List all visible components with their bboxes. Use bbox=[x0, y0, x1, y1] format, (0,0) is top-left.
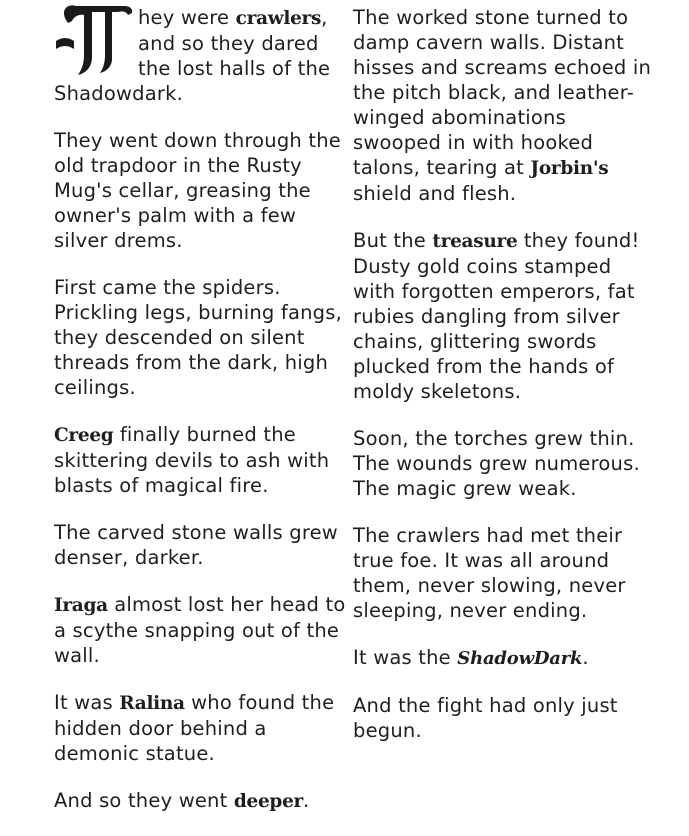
right-column bbox=[353, 0, 653, 765]
word-deeper: deeper bbox=[233, 791, 303, 812]
paragraph-13: It was the ShadowDark. bbox=[353, 646, 589, 669]
name-iraga: Iraga bbox=[54, 595, 108, 616]
paragraph-8: And so they went deeper. bbox=[54, 789, 310, 812]
name-ralina: Ralina bbox=[119, 693, 185, 714]
drop-cap-t bbox=[54, 1, 134, 76]
word-treasure: treasure bbox=[432, 231, 518, 252]
name-jorbin: Jorbin's bbox=[530, 158, 609, 179]
paragraph-12: The crawlers had met their true foe. It was all around them, never slowing, never sleeping, never ending. bbox=[353, 524, 626, 622]
paragraph-5: The carved stone walls grew denser, darker. bbox=[54, 521, 338, 569]
paragraph-14: And the fight had only just begun. bbox=[353, 694, 618, 742]
paragraph-4: Creeg finally burned the skittering devils to ash with blasts of magical fire. bbox=[54, 423, 330, 497]
paragraph-2: They went down through the old trapdoor in the Rusty Mug's cellar, greasing the owner's palm with a few silver drems. bbox=[54, 129, 341, 252]
shadowdark-logo: ShadowDark bbox=[457, 648, 583, 669]
paragraph-7: It was Ralina who found the hidden door behind a demonic statue. bbox=[54, 691, 335, 765]
word-crawlers: crawlers bbox=[235, 8, 322, 29]
paragraph-6: Iraga almost lost her head to a scythe snapping out of the wall. bbox=[54, 593, 346, 667]
name-creeg: Creeg bbox=[54, 425, 114, 446]
paragraph-11: Soon, the torches grew thin. The wounds grew numerous. The magic grew weak. bbox=[353, 427, 640, 500]
paragraph-9: The worked stone turned to damp cavern walls. Distant hisses and screams echoed in the pitch black, and leather-winged abominations swooped in with hooked talons, tearing at Jorbin's shield and flesh. bbox=[353, 6, 652, 205]
paragraph-1: hey were crawlers, and so they dared the lost halls of the Shadowdark. bbox=[54, 5, 346, 106]
paragraph-10: But the treasure they found! Dusty gold coins stamped with forgotten emperors, fat rubies dangling from silver chains, glittering swords plucked from the hands of moldy skeletons. bbox=[353, 229, 640, 403]
left-column bbox=[54, 0, 346, 836]
paragraph-3: First came the spiders. Prickling legs, burning fangs, they descended on silent threads from the dark, high ceilings. bbox=[54, 276, 343, 399]
